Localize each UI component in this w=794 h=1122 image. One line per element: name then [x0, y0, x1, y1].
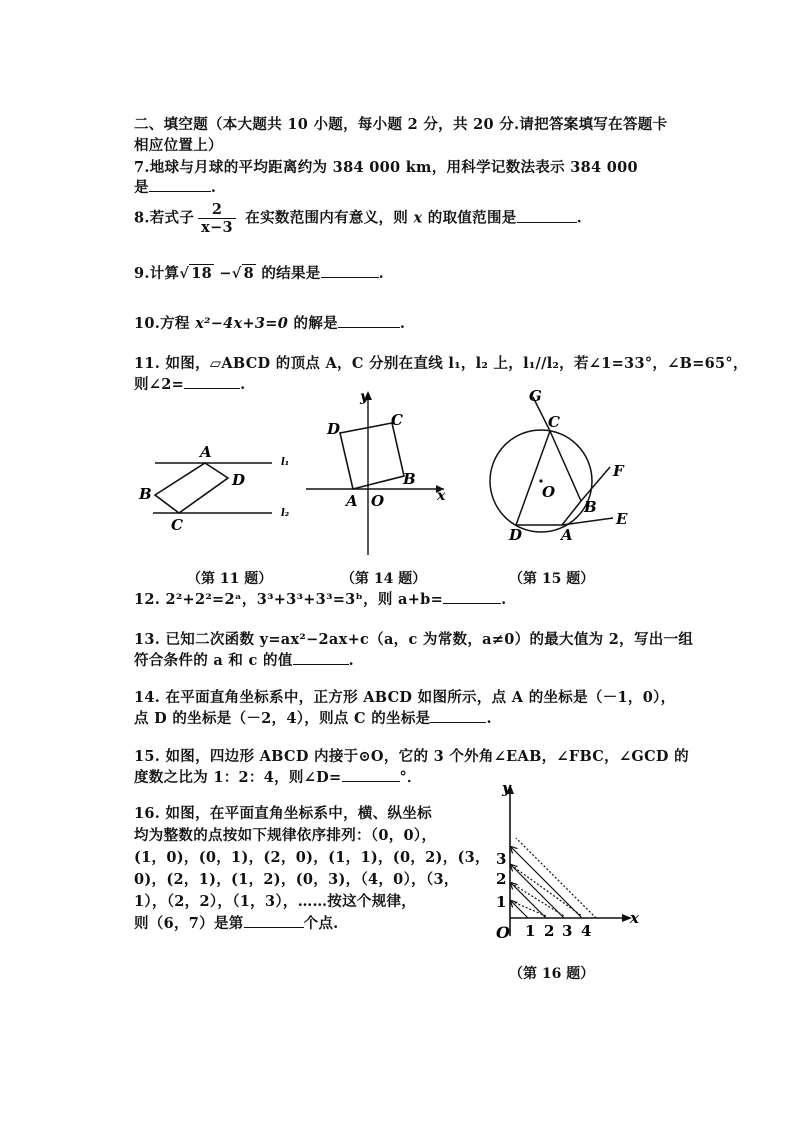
fig14-caption: （第 14 题） — [341, 571, 427, 587]
q7-line1: 7.地球与月球的平均距离约为 384 000 km，用科学记数法表示 384 000 — [134, 159, 638, 176]
fig16-caption: （第 16 题） — [509, 966, 595, 982]
fig11-label-A: A — [200, 443, 212, 461]
q11-line1: 11. 如图，▱ABCD 的顶点 A，C 分别在直线 l₁，l₂ 上，l₁//l₂，若∠1=33°，∠B=65°， — [134, 355, 748, 372]
q9-end: . — [378, 265, 384, 282]
q9-line — [134, 262, 384, 283]
q14-answer-blank[interactable] — [430, 708, 486, 723]
fig15-label-D: D — [509, 526, 523, 544]
q8-numerator: 2 — [198, 201, 236, 219]
fig16-xtick-1: 1 — [525, 922, 536, 940]
figures-row — [0, 385, 794, 570]
q10-answer-blank[interactable] — [338, 313, 400, 328]
q13-line1: 13. 已知二次函数 y=ax²−2ax+c（a，c 为常数，a≠0）的最大值为 2，写出一组 — [134, 631, 694, 648]
fig11-label-C: C — [171, 516, 183, 534]
q8-var: x — [413, 209, 423, 227]
q12-end: . — [501, 591, 507, 608]
q8-fraction — [198, 201, 236, 236]
q15-prefix: 度数之比为 1：2：4，则∠D= — [134, 769, 342, 786]
q8-line — [134, 201, 582, 236]
q13-line2 — [134, 649, 354, 670]
q16-line4: 0)，(2，1)，(1，2)，(0，3)，（4，0），（3， — [134, 871, 459, 888]
q8-suffix: 的取值范围是 — [427, 209, 517, 227]
fig14-label-x: x — [437, 488, 446, 504]
q9-root1: 18 — [191, 265, 212, 282]
fig16-ytick-2: 2 — [496, 870, 507, 888]
fig14-label-O: O — [371, 492, 385, 510]
quadrilateral-abcd — [516, 431, 581, 525]
ray-bf — [581, 467, 610, 501]
q13-end: . — [348, 652, 354, 669]
q10-equation: x²−4x+3=0 — [195, 315, 289, 332]
q9-suffix: 的结果是 — [261, 265, 321, 282]
square-abcd — [340, 423, 404, 489]
fig15-label-G: G — [529, 387, 542, 405]
q8-middle: 在实数范围内有意义，则 — [245, 209, 409, 227]
q12-answer-blank[interactable] — [443, 589, 501, 604]
fig16-xtick-2: 2 — [544, 922, 555, 940]
q14-end: . — [486, 710, 492, 727]
q7-line2 — [134, 176, 216, 197]
fig14-label-C: C — [391, 411, 403, 429]
q15-answer-blank[interactable] — [342, 767, 400, 782]
fig16-paths — [511, 838, 596, 918]
q9-answer-blank[interactable] — [321, 263, 379, 278]
figure-11 — [138, 443, 290, 534]
q14-prefix: 点 D 的坐标是（－2，4），则点 C 的坐标是 — [134, 710, 431, 727]
q10-line — [134, 312, 405, 333]
fig16-xtick-4: 4 — [581, 922, 592, 940]
fig15-label-F: F — [613, 462, 624, 480]
fig11-label-D: D — [232, 471, 246, 489]
section-title-line2: 相应位置上） — [134, 137, 223, 154]
q12-text: 12. 2²+2²=2ᵃ，3³+3³+3³=3ᵇ，则 a+b= — [134, 591, 444, 608]
q9-root2: 8 — [243, 265, 255, 282]
q8-prefix: 8.若式子 — [134, 209, 195, 227]
q13-answer-blank[interactable] — [293, 650, 349, 665]
q16-line6 — [134, 912, 339, 933]
q7-prefix: 是 — [134, 179, 149, 196]
fig15-label-O: O — [542, 483, 556, 501]
q16-line2: 均为整数的点按如下规律依序排列：（0，0）， — [134, 827, 437, 844]
ray-ae — [562, 518, 613, 525]
q15-end: °． — [399, 769, 422, 786]
fig11-caption: （第 11 题） — [187, 571, 273, 587]
fig14-label-y: y — [360, 389, 369, 405]
fig14-label-B: B — [403, 470, 416, 488]
sqrt-icon: √ — [231, 265, 242, 282]
fig11-label-l2: l₂ — [281, 508, 290, 519]
q15-line1: 15. 如图，四边形 ABCD 内接于⊙O，它的 3 个外角∠EAB，∠FBC，∠GCD 的 — [134, 748, 689, 765]
parallelogram-abcd — [155, 463, 228, 513]
fig15-caption: （第 15 题） — [509, 571, 595, 587]
fig14-label-A: A — [346, 492, 358, 510]
fig11-label-B: B — [139, 485, 152, 503]
figure-14 — [306, 389, 446, 555]
q9-minus: − — [219, 265, 232, 282]
q11-prefix: 则∠2= — [134, 376, 185, 393]
fig16-label-O: O — [496, 923, 510, 942]
q8-denominator: x−3 — [201, 219, 233, 236]
fig16-ytick-1: 1 — [496, 893, 507, 911]
q10-prefix: 10.方程 — [134, 315, 190, 332]
fig16-ytick-3: 3 — [496, 850, 507, 868]
figure-15 — [490, 387, 628, 544]
fig16-xtick-3: 3 — [562, 922, 573, 940]
q16-line5: 1），（2，2），（1，3），……按这个规律， — [134, 893, 417, 910]
fig15-label-C: C — [548, 413, 560, 431]
q11-end: . — [240, 376, 246, 393]
q10-end: . — [399, 315, 406, 332]
q14-line2 — [134, 707, 492, 728]
q10-suffix: 的解是 — [293, 315, 338, 332]
q15-line2 — [134, 766, 422, 787]
q9-prefix: 9.计算 — [134, 265, 180, 282]
q16-answer-blank[interactable] — [244, 913, 304, 928]
figure-16 — [480, 778, 650, 948]
q16-prefix: 则（6，7）是第 — [134, 915, 244, 932]
q14-line1: 14. 在平面直角坐标系中，正方形 ABCD 如图所示，点 A 的坐标是（－1，0）， — [134, 689, 676, 706]
q7-suffix: . — [210, 179, 217, 196]
fig11-label-l1: l₁ — [281, 457, 290, 468]
q16-line3: (1，0)，(0，1)，(2，0)，(1，1)，(0，2)，(3， — [134, 849, 490, 866]
q8-end: . — [576, 209, 582, 227]
section-title-line1: 二、填空题（本大题共 10 小题，每小题 2 分，共 20 分.请把答案填写在答题卡 — [134, 116, 668, 133]
fig15-label-E: E — [616, 510, 628, 528]
q13-prefix: 符合条件的 a 和 c 的值 — [134, 652, 293, 669]
fig15-label-A: A — [561, 526, 573, 544]
fig15-label-B: B — [584, 498, 597, 516]
q7-answer-blank[interactable] — [149, 177, 211, 192]
q16-line1: 16. 如图，在平面直角坐标系中，横、纵坐标 — [134, 805, 432, 822]
q12-line — [134, 588, 506, 609]
sqrt-icon: √ — [179, 265, 190, 282]
fig14-label-D: D — [327, 420, 341, 438]
fig16-label-x: x — [630, 909, 639, 927]
fig16-label-y: y — [502, 779, 511, 797]
q16-suffix: 个点. — [303, 915, 339, 932]
q8-answer-blank[interactable] — [517, 208, 577, 223]
